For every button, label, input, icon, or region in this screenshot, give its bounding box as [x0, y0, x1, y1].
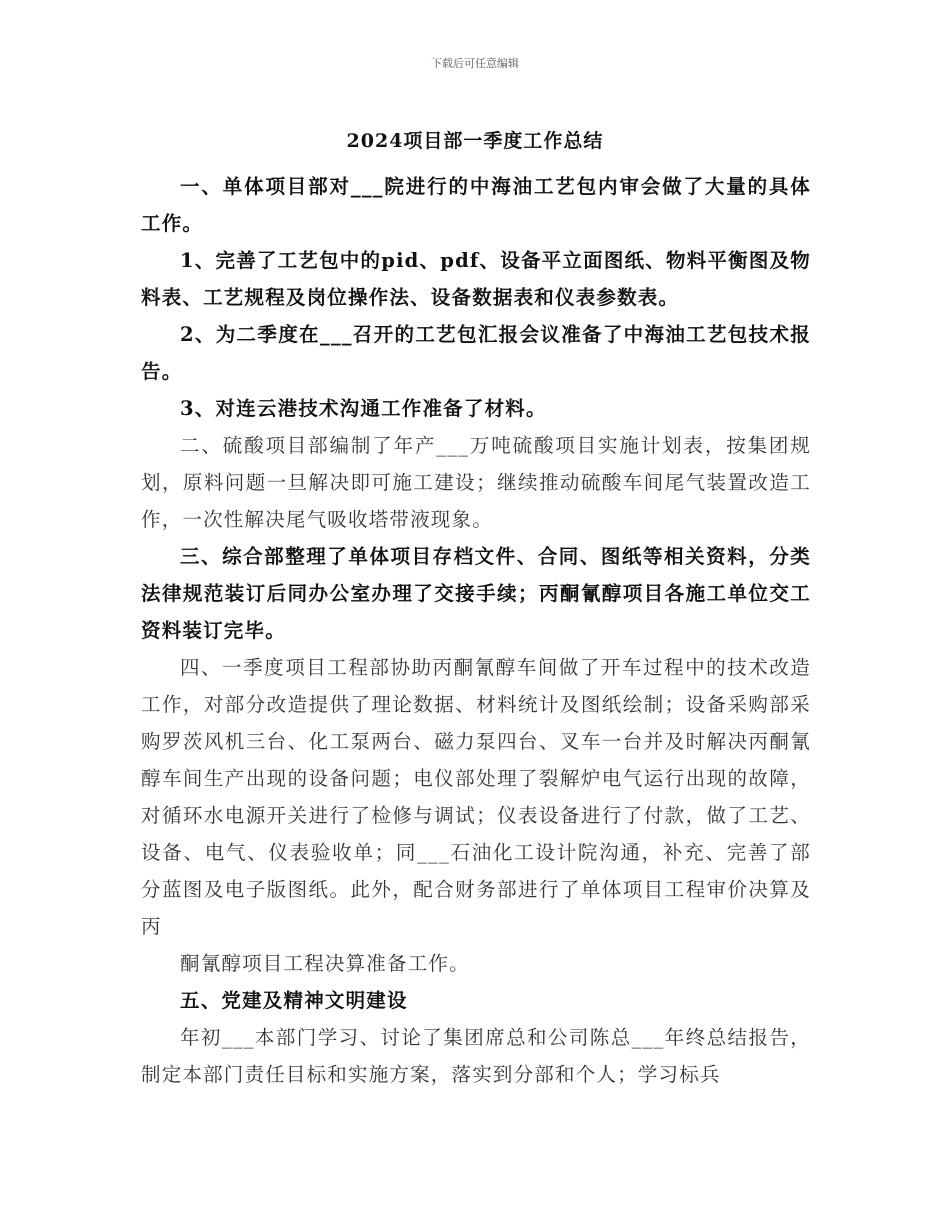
page-title: 2024项目部一季度工作总结	[346, 130, 604, 152]
document-body	[141, 168, 811, 1093]
paragraph-section-2: 二、硫酸项目部编制了年产___万吨硫酸项目实施计划表，按集团规划，原料问题一旦解决即可施工建设；继续推动硫酸车间尾气装置改造工作，一次性解决尾气吸收塔带液现象。	[141, 434, 811, 531]
paragraph-section-4-continued: 酮氰醇项目工程决算准备工作。	[180, 952, 470, 975]
paragraph-section-4: 四、一季度项目工程部协助丙酮氰醇车间做了开车过程中的技术改造工作，对部分改造提供了理论数据、材料统计及图纸绘制；设备采购部采购罗茨风机三台、化工泵两台、磁力泵四台、叉车一台并及时解决丙酮氰醇车间生产出现的设备问题；电仪部处理了裂解炉电气运行出现的故障，对循环水电源开关进行了检修与调试；仪表设备进行了付款，做了工艺、设备、电气、仪表验收单；同___石油化工设计院沟通，补充、完善了部分蓝图及电子版图纸。此外，配合财务部进行了单体项目工程审价决算及丙	[141, 656, 811, 938]
paragraph-item-2: 2、为二季度在___召开的工艺包汇报会议准备了中海油工艺包技术报告。	[141, 323, 811, 383]
paragraph-item-1: 1、完善了工艺包中的pid、pdf、设备平立面图纸、物料平衡图及物料表、工艺规程及岗位操作法、设备数据表和仪表参数表。	[141, 249, 811, 309]
header-note: 下载后可任意编辑	[431, 57, 519, 70]
paragraph-section-1: 一、单体项目部对___院进行的中海油工艺包内审会做了大量的具体工作。	[141, 175, 811, 235]
paragraph-section-5-body: 年初___本部门学习、讨论了集团席总和公司陈总___年终总结报告，制定本部门责任目标和实施方案，落实到分部和个人；学习标兵	[141, 1026, 811, 1086]
paragraph-section-5-heading: 五、党建及精神文明建设	[180, 989, 408, 1012]
paragraph-section-3: 三、综合部整理了单体项目存档文件、合同、图纸等相关资料，分类法律规范装订后同办公室办理了交接手续；丙酮氰醇项目各施工单位交工资料装订完毕。	[141, 545, 811, 642]
paragraph-item-3: 3、对连云港技术沟通工作准备了材料。	[180, 397, 547, 420]
